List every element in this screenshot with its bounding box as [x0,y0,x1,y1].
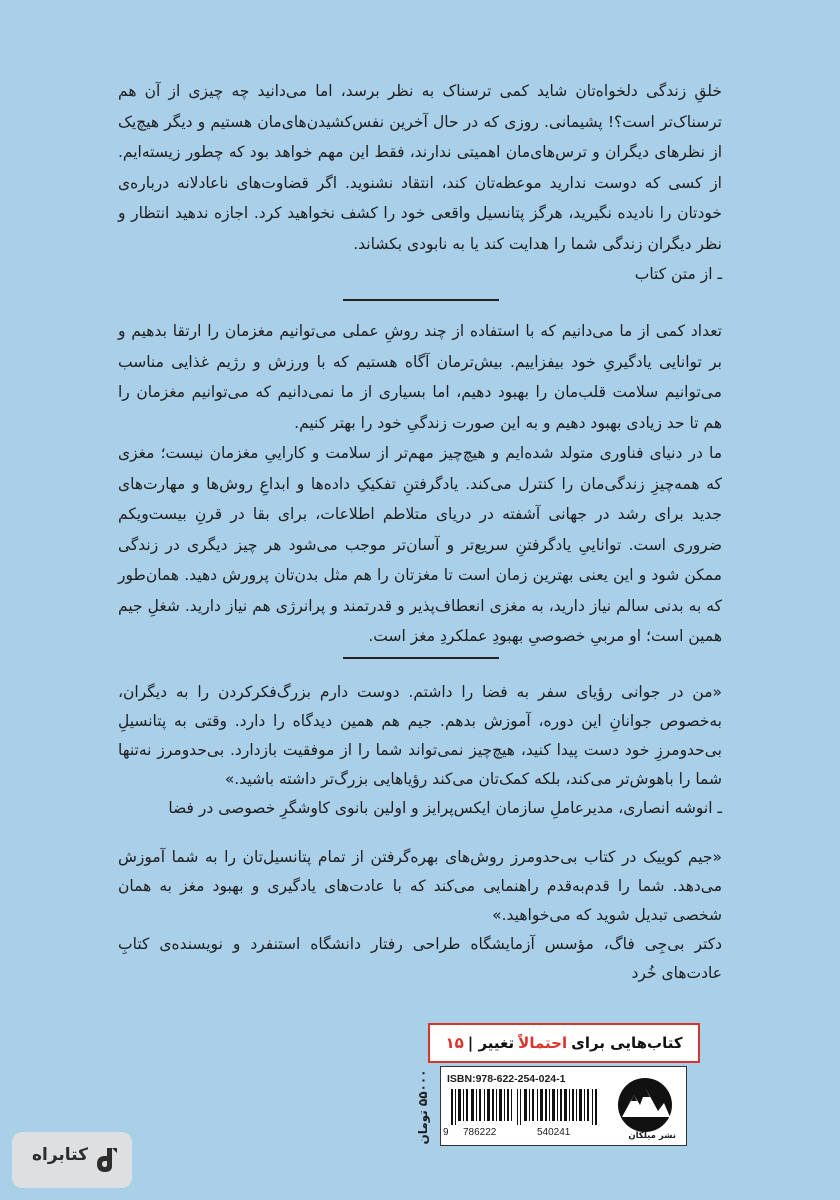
price-text: ۵۵۰۰۰ تومان [416,1069,430,1145]
about-paragraph-2: ما در دنیای فناوری متولد شده‌ایم و هیچ‌چیز مهم‌تر از سلامت و کاراییِ مغزمان نیست؛ مغزی که همه‌چیزِ زندگی‌مان را کنترل می‌کند. یادگرفتنِ تفکیکِ داده‌ها و ابداعِ روش‌ها و مهارت‌های جدید برای رشد در جهانی آشفته در دریای متلاطم اطلاعات، برای بقا در قرنِ بیست‌ویکم ضروری است. تواناییِ یادگرفتنِ سریع‌تر و آسان‌تر موجب می‌شود هر چیز دیگری در زندگی ممکن شود و این یعنی بهترین زمان است تا مغزتان را هم مثل بدن‌تان پرورش دهید. همان‌طور که به بدنی سالم نیاز دارید، به مغزی انعطاف‌پذیر و قدرتمند و پرانرژی هم نیاز دارید. شغلِ جیم همین است؛ او مربیِ خصوصیِ بهبودِ عملکردِ مغز است. [118,444,722,645]
barcode-digits-left: 786222 [463,1127,497,1138]
series-suffix: تغییر | [467,1034,515,1052]
ketabrah-logo-icon [92,1146,118,1174]
ketabrah-wordmark: کتابراه [31,1145,88,1165]
blurb-source: ـ از متن کتاب [634,265,722,283]
barcode-box [440,1066,687,1146]
series-number: ۱۵ [445,1034,464,1052]
endorsement-quote: «جیم کوییک در کتاب بی‌حدومرز روش‌های بهره‌گرفتن از تمام پتانسیل‌تان را به شما آموزش می‌دهد. شما را قدم‌به‌قدم راهنمایی می‌کند که با عادت‌های یادگیری و بهبود مغز به همان شخصی تبدیل شوید که می‌خواهید.» [118,848,722,924]
blurb-paragraph: خلقِ زندگی دلخواه‌تان شاید کمی ترسناک به نظر برسد، اما می‌دانید چه چیزی از آن هم ترسناک‌تر است؟! پشیمانی. روزی که در حال آخرین نفس‌کشیدن‌های‌مان هستیم و دیگر هیچ‌یک از نظرهای دیگران و ترس‌های‌مان اهمیتی ندارند، فقط این مهم خواهد بود که چطور زیسته‌ایم. از کسی که دوست ندارید موعظه‌تان کند، انتقاد نشنوید. اگر قضاوت‌های ناعادلانه درباره‌ی خودتان را نادیده نگیرید، هرگز پتانسیل واقعی خود را کشف نخواهید کرد. اجازه ندهید انتظار و نظر دیگران زندگی شما را هدایت کند یا به نابودی بکشاند. [118,82,722,253]
about-section [118,316,722,652]
section-divider [343,299,499,301]
blurb-section [118,76,722,290]
endorsement-author: دکتر بی‌جِی فاگ، مؤسس آزمایشگاه طراحی رفتار دانشگاه استنفرد و نویسنده‌ی کتابِ عادت‌های خُرد [118,935,722,982]
series-label [428,1023,700,1063]
barcode-lead-digit: 9 [443,1127,449,1138]
price-tag [408,1068,438,1146]
series-prefix: کتاب‌هایی برای [571,1034,683,1052]
isbn-text: ISBN:978-622-254-024-1 [447,1073,566,1085]
ketabrah-watermark [12,1132,132,1188]
endorsements-section [118,678,722,988]
section-divider [343,657,499,659]
endorsement-quote: «من در جوانی رؤیای سفر به فضا را داشتم. دوست دارم بزرگ‌فکرکردن را به دیگران، به‌خصوص جوانانِ این دوره، آموزش بدهم. جیم هم همین دیدگاه را دارد. وقتی به پتانسیلِ بی‌حدومرزِ خود دست پیدا کنید، هیچ‌چیز نمی‌تواند شما را از موفقیت بازدارد. بی‌حدومرز نه‌تنها شما را باهوش‌تر می‌کند، بلکه کمک‌تان می‌کند رؤیاهایی بزرگ‌تر داشته باشید.» [118,683,722,788]
publisher-name: نشر میلکان [628,1131,676,1141]
barcode-digits-right: 540241 [537,1127,571,1138]
series-accent: احتمالاً [518,1034,568,1052]
about-paragraph-1: تعداد کمی از ما می‌دانیم که با استفاده از چند روشِ عملی می‌توانیم مغزمان را ارتقا بدهیم و بر توانایی یادگیریِ خود بیفزاییم. بیش‌ترمان آگاه هستیم که با ورزش و رژیم غذایی مناسب می‌توانیم سلامت قلب‌مان را بهبود دهیم، اما بسیاری از ما نمی‌دانیم که می‌توانیم مغزمان را هم تا حد زیادی بهبود دهیم و به این صورت زندگیِ خود را بهتر کنیم. [118,322,722,432]
endorsement-author: ـ انوشه انصاری، مدیرعاملِ سازمان ایکس‌پرایز و اولین بانوی کاوشگرِ خصوصی در فضا [168,799,722,817]
barcode-icon [449,1089,599,1125]
